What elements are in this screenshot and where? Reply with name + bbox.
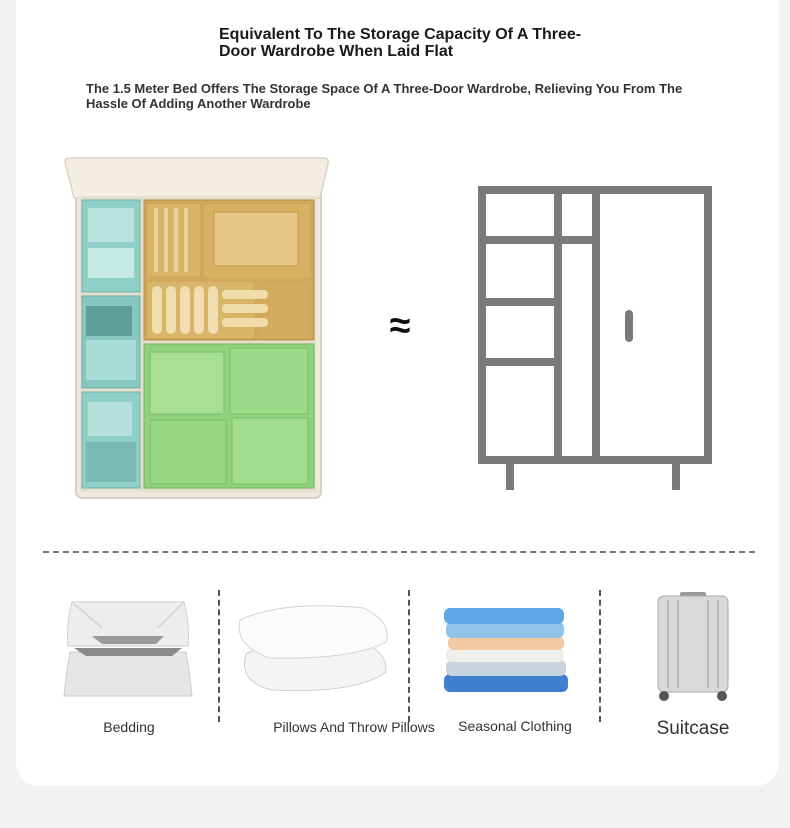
- item-separator: [599, 590, 601, 722]
- suitcase-icon: [654, 590, 732, 702]
- section-divider: [43, 551, 755, 553]
- folded-clothes-icon: [440, 606, 570, 696]
- item-separator: [218, 590, 220, 722]
- subtext: The 1.5 Meter Bed Offers The Storage Space Of A Three-Door Wardrobe, Relieving You From The Hassle Of Adding Another Wardrobe: [86, 81, 683, 111]
- storage-bed-icon: [62, 156, 332, 502]
- headline: Equivalent To The Storage Capacity Of A Three-Door Wardrobe When Laid Flat: [219, 26, 582, 60]
- item-label-bedding: Bedding: [103, 719, 155, 735]
- item-label-pillows: Pillows And Throw Pillows: [273, 719, 435, 735]
- bedding-icon: [62, 598, 194, 700]
- pillows-icon: [236, 602, 390, 692]
- three-door-wardrobe-icon: [474, 182, 714, 494]
- item-separator: [408, 590, 410, 722]
- item-label-seasonal-clothing: Seasonal Clothing: [458, 718, 572, 734]
- approx-equal-symbol: ≈: [389, 305, 411, 347]
- item-label-suitcase: Suitcase: [656, 718, 730, 739]
